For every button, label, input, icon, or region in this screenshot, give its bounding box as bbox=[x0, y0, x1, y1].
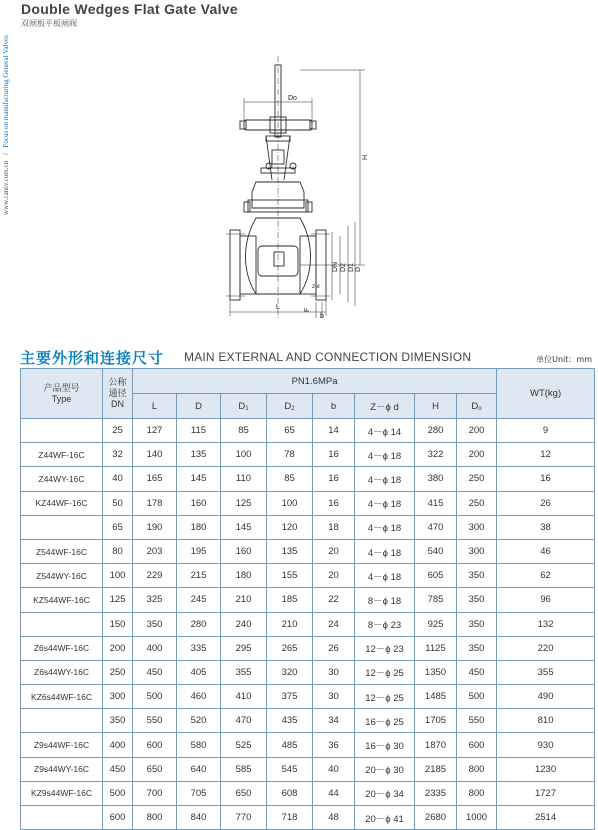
dim-label-do: Do bbox=[288, 95, 297, 102]
cell-b: 26 bbox=[313, 636, 355, 660]
cell-h: 280 bbox=[415, 419, 457, 443]
cell-d: 405 bbox=[177, 660, 221, 684]
side-slogan-text: Focus on manufacturing General Valves bbox=[2, 35, 10, 148]
cell-wt: 26 bbox=[497, 491, 595, 515]
cell-h: 2680 bbox=[415, 806, 457, 830]
cell-d: 160 bbox=[177, 491, 221, 515]
cell-h: 1350 bbox=[415, 660, 457, 684]
cell-d2: 608 bbox=[267, 781, 313, 805]
cell-l: 325 bbox=[133, 588, 177, 612]
cell-d: 520 bbox=[177, 709, 221, 733]
header-do-sub: o bbox=[478, 405, 482, 412]
header-d2 bbox=[267, 394, 313, 419]
cell-l: 800 bbox=[133, 806, 177, 830]
table-row bbox=[21, 660, 595, 684]
cell-type bbox=[21, 515, 103, 539]
cell-wt: 220 bbox=[497, 636, 595, 660]
cell-d2: 545 bbox=[267, 757, 313, 781]
cell-dn: 50 bbox=[103, 491, 133, 515]
cell-d: 180 bbox=[177, 515, 221, 539]
cell-d1: 295 bbox=[221, 636, 267, 660]
section-title-en: MAIN EXTERNAL AND CONNECTION DIMENSION bbox=[184, 350, 472, 364]
table-row bbox=[21, 564, 595, 588]
cell-d2: 435 bbox=[267, 709, 313, 733]
cell-wt: 810 bbox=[497, 709, 595, 733]
cell-do: 500 bbox=[457, 685, 497, 709]
cell-b: 44 bbox=[313, 781, 355, 805]
cell-do: 300 bbox=[457, 515, 497, 539]
cell-d2: 185 bbox=[267, 588, 313, 612]
cell-d1: 110 bbox=[221, 467, 267, 491]
cell-h: 470 bbox=[415, 515, 457, 539]
cell-d2: 718 bbox=[267, 806, 313, 830]
header-h: H bbox=[415, 394, 457, 419]
cell-d1: 355 bbox=[221, 660, 267, 684]
header-type-cn: 产品型号 bbox=[43, 382, 80, 393]
cell-d1: 125 bbox=[221, 491, 267, 515]
cell-dn: 300 bbox=[103, 685, 133, 709]
cell-d1: 210 bbox=[221, 588, 267, 612]
cell-b: 34 bbox=[313, 709, 355, 733]
cell-zd: 4－ϕ 18 bbox=[355, 515, 415, 539]
cell-d: 135 bbox=[177, 443, 221, 467]
cell-h: 925 bbox=[415, 612, 457, 636]
table-row bbox=[21, 539, 595, 563]
cell-l: 700 bbox=[133, 781, 177, 805]
cell-zd: 8－ϕ 18 bbox=[355, 588, 415, 612]
cell-wt: 1230 bbox=[497, 757, 595, 781]
page-header bbox=[21, 0, 238, 29]
header-b: b bbox=[313, 394, 355, 419]
valve-drawing bbox=[200, 50, 380, 322]
cell-dn: 150 bbox=[103, 612, 133, 636]
cell-zd: 12－ϕ 23 bbox=[355, 636, 415, 660]
cell-do: 800 bbox=[457, 757, 497, 781]
cell-h: 785 bbox=[415, 588, 457, 612]
cell-l: 350 bbox=[133, 612, 177, 636]
cell-dn: 125 bbox=[103, 588, 133, 612]
header-type bbox=[21, 369, 103, 419]
cell-h: 2335 bbox=[415, 781, 457, 805]
cell-wt: 2514 bbox=[497, 806, 595, 830]
cell-dn: 40 bbox=[103, 467, 133, 491]
cell-b: 20 bbox=[313, 564, 355, 588]
cell-d: 840 bbox=[177, 806, 221, 830]
cell-l: 450 bbox=[133, 660, 177, 684]
cell-do: 200 bbox=[457, 419, 497, 443]
cell-dn: 65 bbox=[103, 515, 133, 539]
header-d1-sub: 1 bbox=[245, 405, 249, 412]
cell-zd: 20－ϕ 34 bbox=[355, 781, 415, 805]
side-divider: / bbox=[2, 153, 10, 156]
cell-h: 380 bbox=[415, 467, 457, 491]
cell-zd: 16－ϕ 30 bbox=[355, 733, 415, 757]
dim-label-l: L bbox=[276, 304, 280, 311]
cell-d1: 410 bbox=[221, 685, 267, 709]
cell-do: 350 bbox=[457, 588, 497, 612]
cell-d: 460 bbox=[177, 685, 221, 709]
header-zd: Z－ϕ d bbox=[355, 394, 415, 419]
dim-label-d2: D2 bbox=[340, 263, 347, 272]
cell-d2: 265 bbox=[267, 636, 313, 660]
header-do bbox=[457, 394, 497, 419]
cell-zd: 12－ϕ 25 bbox=[355, 685, 415, 709]
dim-label-d: D bbox=[355, 266, 362, 272]
cell-h: 540 bbox=[415, 539, 457, 563]
header-d1-main: D bbox=[238, 400, 246, 412]
table-row bbox=[21, 636, 595, 660]
cell-do: 200 bbox=[457, 443, 497, 467]
dim-label-zd: Z-d bbox=[312, 284, 320, 290]
cell-h: 1125 bbox=[415, 636, 457, 660]
cell-type: Z544WY-16C bbox=[21, 564, 103, 588]
cell-b: 48 bbox=[313, 806, 355, 830]
cell-d1: 100 bbox=[221, 443, 267, 467]
cell-b: 16 bbox=[313, 467, 355, 491]
table-row bbox=[21, 443, 595, 467]
cell-d: 245 bbox=[177, 588, 221, 612]
table-row bbox=[21, 419, 595, 443]
cell-d1: 585 bbox=[221, 757, 267, 781]
cell-d1: 85 bbox=[221, 419, 267, 443]
cell-l: 190 bbox=[133, 515, 177, 539]
cell-zd: 20－ϕ 41 bbox=[355, 806, 415, 830]
cell-l: 600 bbox=[133, 733, 177, 757]
cell-d1: 145 bbox=[221, 515, 267, 539]
dimension-table bbox=[20, 368, 595, 830]
header-dn-en: DN bbox=[111, 399, 124, 409]
dim-label-f: F bbox=[304, 307, 311, 312]
cell-d1: 160 bbox=[221, 539, 267, 563]
header-d2-sub: 2 bbox=[291, 405, 295, 412]
cell-dn: 80 bbox=[103, 539, 133, 563]
cell-d: 335 bbox=[177, 636, 221, 660]
cell-h: 322 bbox=[415, 443, 457, 467]
cell-b: 14 bbox=[313, 419, 355, 443]
cell-b: 40 bbox=[313, 757, 355, 781]
cell-d2: 85 bbox=[267, 467, 313, 491]
cell-l: 229 bbox=[133, 564, 177, 588]
cell-zd: 4－ϕ 14 bbox=[355, 419, 415, 443]
cell-dn: 100 bbox=[103, 564, 133, 588]
cell-do: 550 bbox=[457, 709, 497, 733]
cell-do: 250 bbox=[457, 467, 497, 491]
cell-zd: 4－ϕ 18 bbox=[355, 443, 415, 467]
cell-dn: 500 bbox=[103, 781, 133, 805]
cell-d1: 180 bbox=[221, 564, 267, 588]
cell-d: 195 bbox=[177, 539, 221, 563]
cell-d2: 135 bbox=[267, 539, 313, 563]
cell-type: Z544WF-16C bbox=[21, 539, 103, 563]
cell-zd: 4－ϕ 18 bbox=[355, 467, 415, 491]
cell-type: KZ6s44WF-16C bbox=[21, 685, 103, 709]
cell-wt: 62 bbox=[497, 564, 595, 588]
cell-d: 705 bbox=[177, 781, 221, 805]
cell-zd: 4－ϕ 18 bbox=[355, 564, 415, 588]
header-dn-cn2: 通径 bbox=[108, 388, 127, 398]
cell-b: 30 bbox=[313, 685, 355, 709]
cell-zd: 4－ϕ 18 bbox=[355, 539, 415, 563]
cell-d1: 770 bbox=[221, 806, 267, 830]
cell-type bbox=[21, 419, 103, 443]
cell-type: KZ544WF-16C bbox=[21, 588, 103, 612]
cell-do: 600 bbox=[457, 733, 497, 757]
cell-type: KZ44WF-16C bbox=[21, 491, 103, 515]
cell-h: 1705 bbox=[415, 709, 457, 733]
dim-label-h: H bbox=[362, 154, 369, 160]
cell-dn: 32 bbox=[103, 443, 133, 467]
page-subtitle: 双闸板平板闸阀 bbox=[21, 19, 77, 28]
cell-wt: 930 bbox=[497, 733, 595, 757]
cell-b: 22 bbox=[313, 588, 355, 612]
cell-b: 36 bbox=[313, 733, 355, 757]
table-row bbox=[21, 685, 595, 709]
cell-d: 280 bbox=[177, 612, 221, 636]
cell-dn: 400 bbox=[103, 733, 133, 757]
header-dn-cn1: 公称 bbox=[108, 377, 127, 387]
cell-wt: 490 bbox=[497, 685, 595, 709]
cell-type: Z44WY-16C bbox=[21, 467, 103, 491]
cell-type: Z9s44WF-16C bbox=[21, 733, 103, 757]
header-d: D bbox=[177, 394, 221, 419]
header-do-main: D bbox=[471, 400, 479, 412]
cell-do: 350 bbox=[457, 564, 497, 588]
cell-b: 18 bbox=[313, 515, 355, 539]
cell-l: 127 bbox=[133, 419, 177, 443]
dim-label-dn: DN bbox=[332, 261, 339, 272]
header-l: L bbox=[133, 394, 177, 419]
cell-do: 300 bbox=[457, 539, 497, 563]
cell-do: 350 bbox=[457, 636, 497, 660]
cell-wt: 46 bbox=[497, 539, 595, 563]
cell-type bbox=[21, 709, 103, 733]
cell-dn: 350 bbox=[103, 709, 133, 733]
cell-type bbox=[21, 612, 103, 636]
cell-type: Z9s44WY-16C bbox=[21, 757, 103, 781]
cell-b: 30 bbox=[313, 660, 355, 684]
left-flange bbox=[230, 230, 240, 300]
header-d2-main: D bbox=[284, 400, 292, 412]
header-wt: WT(kg) bbox=[497, 369, 595, 419]
cell-d2: 375 bbox=[267, 685, 313, 709]
section-title-cn: 主要外形和连接尺寸 bbox=[20, 349, 165, 367]
cell-wt: 96 bbox=[497, 588, 595, 612]
cell-dn: 25 bbox=[103, 419, 133, 443]
header-dn bbox=[103, 369, 133, 419]
cell-d2: 120 bbox=[267, 515, 313, 539]
side-url: www.cansv.com.cn bbox=[2, 160, 10, 215]
cell-d: 145 bbox=[177, 467, 221, 491]
cell-l: 500 bbox=[133, 685, 177, 709]
table-row bbox=[21, 806, 595, 830]
section-header bbox=[20, 347, 596, 367]
cell-l: 400 bbox=[133, 636, 177, 660]
cell-do: 350 bbox=[457, 612, 497, 636]
cell-type: Z44WF-16C bbox=[21, 443, 103, 467]
cell-d2: 320 bbox=[267, 660, 313, 684]
cell-d2: 485 bbox=[267, 733, 313, 757]
cell-dn: 450 bbox=[103, 757, 133, 781]
cell-wt: 16 bbox=[497, 467, 595, 491]
cell-b: 16 bbox=[313, 443, 355, 467]
cell-d1: 650 bbox=[221, 781, 267, 805]
dim-label-d1: D1 bbox=[348, 263, 355, 272]
cell-d: 580 bbox=[177, 733, 221, 757]
cell-b: 16 bbox=[313, 491, 355, 515]
cell-d2: 155 bbox=[267, 564, 313, 588]
header-d1 bbox=[221, 394, 267, 419]
cell-dn: 600 bbox=[103, 806, 133, 830]
cell-d2: 100 bbox=[267, 491, 313, 515]
table-body bbox=[21, 419, 595, 830]
cell-do: 1000 bbox=[457, 806, 497, 830]
cell-d2: 210 bbox=[267, 612, 313, 636]
cell-l: 650 bbox=[133, 757, 177, 781]
cell-wt: 132 bbox=[497, 612, 595, 636]
cell-zd: 4－ϕ 18 bbox=[355, 491, 415, 515]
cell-d1: 525 bbox=[221, 733, 267, 757]
cell-d: 640 bbox=[177, 757, 221, 781]
table-row bbox=[21, 709, 595, 733]
cell-dn: 200 bbox=[103, 636, 133, 660]
cell-l: 550 bbox=[133, 709, 177, 733]
cell-wt: 38 bbox=[497, 515, 595, 539]
table-row bbox=[21, 781, 595, 805]
cell-d2: 78 bbox=[267, 443, 313, 467]
cell-h: 1870 bbox=[415, 733, 457, 757]
side-slogan bbox=[2, 35, 10, 215]
cell-type bbox=[21, 806, 103, 830]
table-row bbox=[21, 467, 595, 491]
cell-d1: 470 bbox=[221, 709, 267, 733]
cell-wt: 1727 bbox=[497, 781, 595, 805]
table-row bbox=[21, 491, 595, 515]
cell-b: 20 bbox=[313, 539, 355, 563]
cell-zd: 20－ϕ 30 bbox=[355, 757, 415, 781]
cell-do: 450 bbox=[457, 660, 497, 684]
cell-dn: 250 bbox=[103, 660, 133, 684]
cell-h: 2185 bbox=[415, 757, 457, 781]
table-row bbox=[21, 515, 595, 539]
cell-type: KZ9s44WF-16C bbox=[21, 781, 103, 805]
cell-l: 203 bbox=[133, 539, 177, 563]
cell-b: 24 bbox=[313, 612, 355, 636]
cell-d: 115 bbox=[177, 419, 221, 443]
cell-type: Z6s44WY-16C bbox=[21, 660, 103, 684]
dim-label-b: b bbox=[320, 313, 324, 320]
cell-type: Z6s44WF-16C bbox=[21, 636, 103, 660]
cell-d: 215 bbox=[177, 564, 221, 588]
cell-wt: 12 bbox=[497, 443, 595, 467]
cell-zd: 16－ϕ 25 bbox=[355, 709, 415, 733]
cell-do: 800 bbox=[457, 781, 497, 805]
cell-h: 605 bbox=[415, 564, 457, 588]
cell-zd: 8－ϕ 23 bbox=[355, 612, 415, 636]
header-pressure: PN1.6MPa bbox=[133, 369, 497, 394]
table-row bbox=[21, 733, 595, 757]
table-row bbox=[21, 588, 595, 612]
cell-h: 1485 bbox=[415, 685, 457, 709]
header-type-en: Type bbox=[51, 393, 72, 404]
cell-wt: 9 bbox=[497, 419, 595, 443]
cell-l: 165 bbox=[133, 467, 177, 491]
cell-l: 178 bbox=[133, 491, 177, 515]
cell-do: 250 bbox=[457, 491, 497, 515]
cell-l: 140 bbox=[133, 443, 177, 467]
table-row bbox=[21, 757, 595, 781]
unit-label: 单位Unit：mm bbox=[536, 355, 592, 364]
table-row bbox=[21, 612, 595, 636]
page-title: Double Wedges Flat Gate Valve bbox=[21, 1, 238, 17]
cell-zd: 12－ϕ 25 bbox=[355, 660, 415, 684]
cell-d2: 65 bbox=[267, 419, 313, 443]
cell-h: 415 bbox=[415, 491, 457, 515]
cell-wt: 355 bbox=[497, 660, 595, 684]
cell-d1: 240 bbox=[221, 612, 267, 636]
